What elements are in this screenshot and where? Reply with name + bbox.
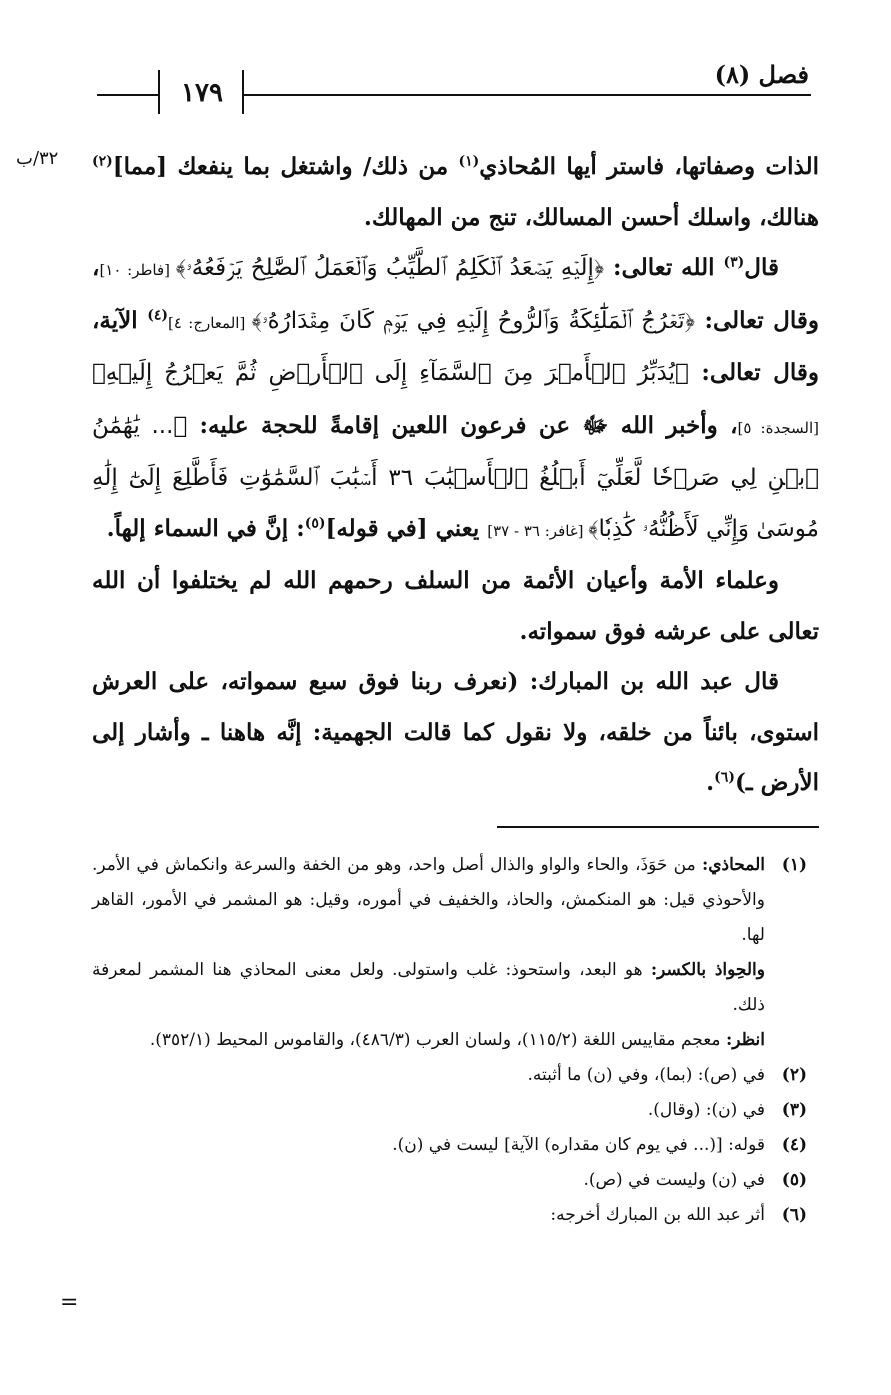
footnote-3 xyxy=(92,1093,807,1128)
footnote-4 xyxy=(92,1128,807,1163)
footnote-ref-6[interactable]: (٦) xyxy=(714,769,735,786)
text-run: قال xyxy=(744,254,779,281)
text-run: من ذلك/ واشتغل بما ينفعك [مما] xyxy=(112,153,459,180)
footnote-separator xyxy=(497,826,819,828)
footnote-number: (٢) xyxy=(781,1065,807,1085)
manuscript-folio-note: ٣٢/ب xyxy=(16,148,59,169)
main-text xyxy=(92,142,819,809)
footnote-lead: المحاذي: xyxy=(701,855,765,875)
quran-verse: ﴿تَعۡرُجُ ٱلۡمَلَٰٓئِكَةُ وَٱلرُّوحُ إِلَيۡهِ فِي يَوۡمٖ كَانَ مِقۡدَارُهُۥ﴾ xyxy=(251,307,695,334)
verse-reference: [المعارج: ٤] xyxy=(168,313,252,332)
verse-reference: [فاطر: ١٠] xyxy=(99,261,176,279)
footnote-text: من حَوَذَ، والحاء والواو والذال أصل واحد، وهو من الخفة والسرعة وانكماش في الأمر. والأحوذي قيل: هو المنكمش، والحاذ، والخفيف في أموره، وقيل: هو المشمر في الأمور، القاهر لها. xyxy=(92,855,765,945)
footnote-6 xyxy=(92,1198,807,1233)
text-run: قال عبد الله بن المبارك: (نعرف ربنا فوق سبع سمواته، على العرش استوى، بائناً من خلقه، ولا نقول كما قالت الجهمية: إنَّه هاهنا ـ وأشار إلى الأرض ـ) xyxy=(92,668,819,796)
footnote-ref-5[interactable]: (٥) xyxy=(304,514,326,531)
quran-verse: ﴿... يَٰهَٰمَٰنُ ٱبۡنِ لِي صَرۡحٗا لَّعَلِّيٓ أَبۡلُغُ ٱلۡأَسۡبَٰبَ ٣٦ أَسۡبَٰبَ ٱلسَّمَٰوَٰتِ فَأَطَّلِعَ إِلَىٰٓ إِلَٰهِ مُوسَىٰ وَإِنِّي لَأَظُنُّهُۥ كَٰذِبٗا﴾ xyxy=(92,412,819,542)
footnote-ref-1[interactable]: (١) xyxy=(458,153,480,170)
header-rule-left xyxy=(97,94,158,96)
paragraph-2 xyxy=(92,243,819,556)
footnote-2 xyxy=(92,1058,807,1093)
footnote-text: أثر عبد الله بن المبارك أخرجه: xyxy=(550,1205,765,1225)
footnote-lead: والحِواذ بالكسر: xyxy=(650,960,765,980)
paragraph-4 xyxy=(92,657,819,809)
text-run: الآية، وقال تعالى: xyxy=(92,306,819,386)
footnote-text: في (ن) وليست في (ص). xyxy=(583,1170,765,1190)
footnote-ref-3[interactable]: (٣) xyxy=(723,254,745,271)
paragraph-3: وعلماء الأمة وأعيان الأئمة من السلف رحمهم الله لم يختلفوا أن الله تعالى على عرشه فوق سمواته. xyxy=(92,567,819,645)
footnote-ref-4[interactable]: (٤) xyxy=(147,306,169,323)
text-run: يعني [في قوله] xyxy=(325,514,488,542)
header-divider-left xyxy=(158,70,160,114)
footnotes xyxy=(92,848,807,1233)
footnote-text: معجم مقاييس اللغة (١١٥/٢)، ولسان العرب (٤٨٦/٣)، والقاموس المحيط (٣٥٢/١). xyxy=(149,1030,726,1050)
footnote-ref-2[interactable]: (٢) xyxy=(92,153,113,170)
footnote-text: في (ن): (وقال). xyxy=(647,1100,765,1120)
text-run: : إنَّ في السماء إلهاً. xyxy=(106,514,305,542)
text-run: . xyxy=(706,769,715,796)
page-number: ١٧٩ xyxy=(181,78,223,108)
footnote-lead: انظر: xyxy=(725,1030,765,1050)
footnote-text: في (ص): (بما)، وفي (ن) ما أثبته. xyxy=(527,1065,765,1085)
footnote-number: (٣) xyxy=(781,1100,807,1120)
text-run: الله تعالى: xyxy=(604,254,724,281)
footnote-1-sources xyxy=(92,1023,807,1058)
footnote-1-continuation xyxy=(92,953,807,1023)
paragraph-1 xyxy=(92,142,819,243)
text-run: ، وقال تعالى: xyxy=(92,254,820,334)
verse-reference: [غافر: ٣٦ - ٣٧] xyxy=(487,521,589,540)
quran-verse: ﴿يُدَبِّرُ ٱلۡأَمۡرَ مِنَ ٱلسَّمَآءِ إِلَى ٱلۡأَرۡضِ ثُمَّ يَعۡرُجُ إِلَيۡهِ﴾ xyxy=(92,360,689,386)
footnote-number: (٦) xyxy=(781,1205,807,1225)
header-rule-right xyxy=(244,94,811,96)
text-run: هنالك، واسلك أحسن المسالك، تنج من المهالك. xyxy=(363,203,819,231)
footnote-text: هو البعد، واستحوذ: غلب واستولى. ولعل معنى المحاذي هنا المشمر لمعرفة ذلك. xyxy=(92,960,765,1015)
text-run: الذات وصفاتها، فاستر أيها المُحاذي xyxy=(479,153,819,180)
footnote-number: (٥) xyxy=(781,1170,807,1190)
running-title: فصل (٨) xyxy=(714,60,809,89)
footnote-number: (٤) xyxy=(781,1135,807,1155)
margin-mark: = xyxy=(60,1290,79,1315)
quran-verse: ﴿إِلَيۡهِ يَصۡعَدُ ٱلۡكَلِمُ ٱلطَّيِّبُ وَٱلۡعَمَلُ ٱلصَّٰلِحُ يَرۡفَعُهُۥ﴾ xyxy=(175,255,605,281)
footnote-5 xyxy=(92,1163,807,1198)
footnote-text: قوله: [(... في يوم كان مقداره) الآية] ليست في (ن). xyxy=(392,1135,765,1155)
footnote-1 xyxy=(92,848,807,953)
text-run: ، وأخبر الله ﷻ عن فرعون اللعين إقامةً للحجة عليه: xyxy=(187,411,738,439)
verse-reference: [السجدة: ٥] xyxy=(737,418,819,437)
footnote-number: (١) xyxy=(781,855,807,875)
header-divider-right xyxy=(242,70,244,114)
